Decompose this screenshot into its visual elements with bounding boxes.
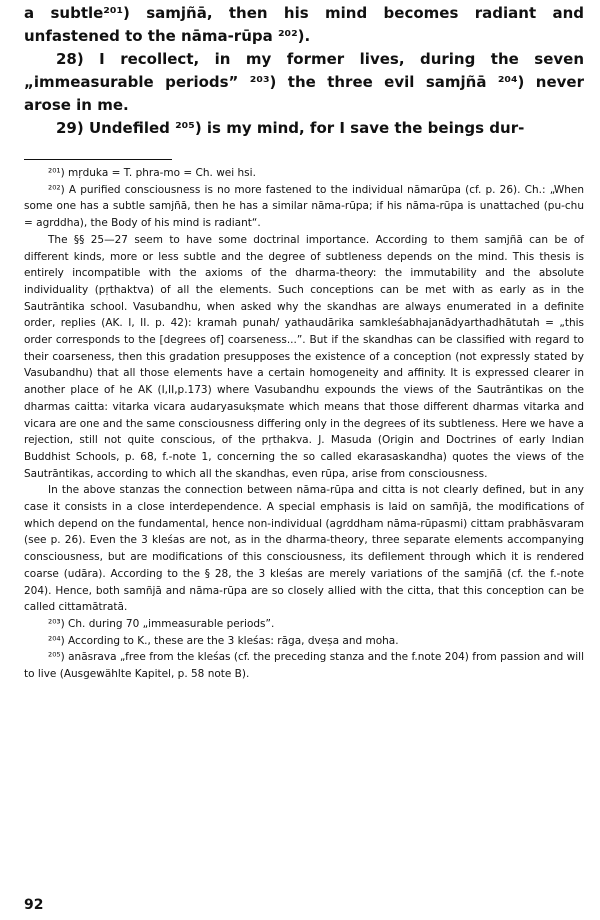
footnotes bbox=[24, 165, 584, 683]
footnote-201: ²⁰¹) mṛduka = T. phra-mo = Ch. wei hsi. bbox=[48, 167, 256, 179]
page bbox=[24, 0, 584, 920]
footnote-202: ²⁰²) A purified consciousness is no more fastened to the individual nāmarūpa (cf. p. 26). Ch.: „When some one has a subtle samjñā, then he has a similar nāma-rūpa; if his nāma-rūpa is unattached (pu-chu = agrddha), the Body of his mind is radiant“. bbox=[24, 183, 584, 230]
footnote-divider bbox=[24, 159, 172, 160]
main-text bbox=[24, 0, 584, 140]
footnote-203: ²⁰³) Ch. during 70 „immeasurable periods”. bbox=[48, 617, 275, 630]
main-paragraph: 29) Undefiled ²⁰⁵) is my mind, for I save the beings dur- bbox=[56, 119, 525, 137]
footnote-204: ²⁰⁴) According to K., these are the 3 kleśas: rāga, dveṣa and moha. bbox=[48, 634, 399, 647]
page-number: 92 bbox=[24, 897, 44, 913]
footnote-205: ²⁰⁵) anāsrava „free from the kleśas (cf. the preceding stanza and the f.note 204) from passion and will to live (Ausgewählte Kapitel, p. 58 note B). bbox=[24, 651, 584, 681]
footnote-202-paragraph: In the above stanzas the connection between nāma-rūpa and citta is not clearly defined, but in any case it consists in a close interdependence. A special emphasis is laid on samñjā, the modifications of which depend on the fundamental, hence non-individual (agrddham nāma-rūpasmi) cittam prabhāsvaram (see p. 26). Even the 3 kleśas are not, as in the dharma-theory, three separate elements accompanying consciousness, but are modifications of this consciousness, its defilement through which it is rendered coarse (udāra). According to the § 28, the 3 kleśas are merely variations of the samjñā (cf. the f.-note 204). Hence, both samñjā and nāma-rūpa are so closely allied with the citta, that this conception can be called cittamātratā. bbox=[24, 484, 584, 614]
main-paragraph: a subtle²⁰¹) samjñā, then his mind becomes radiant and unfastened to the nāma-rūpa ²⁰²). bbox=[24, 4, 584, 45]
footnote-202-paragraph: The §§ 25—27 seem to have some doctrinal importance. According to them samjñā can be of different kinds, more or less subtle and the degree of subtleness depends on the mind. This thesis is entirely incompatible with the axioms of the dharma-theory: the immutability and the absolute individuality (pṛthaktva) of all the elements. Such conceptions can be met with as early as in the Sautrāntika school. Vasubandhu, when asked why the skandhas are always enumerated in a definite order, replies (AK. I, II. p. 42): kramah punah/ yathaudārika samkleśabhajanādyarthadhātutah = „this order corresponds to the [degrees of] coarseness...”. But if the skandhas can be classified with regard to their coarseness, then this gradation presupposes the existence of a conception (not expressly stated by Vasubandhu) that all those elements have a certain homogeneity and affinity. It is expressed clearer in another place of he AK (I,II,p.173) where Vasubandhu expounds the views of the Sautrāntikas on the dharmas caitta: vitarka vicara audaryasukṣmate which means that those different dharmas vitarka and vicara are one and the same consciousness differing only in the degrees of its subtleness. Here we have a rejection, still not quite conscious, of the pṛthakva. J. Masuda (Origin and Doctrines of early Indian Buddhist Schools, p. 68, f.-note 1, concerning the so called ekarasaskandha) quotes the views of the Sautrāntikas, according to which all the skandhas, even rūpa, arise from consciousness. bbox=[24, 233, 584, 480]
main-paragraph: 28) I recollect, in my former lives, during the seven „immeasurable periods” ²⁰³) the three evil samjñā ²⁰⁴) never arose in me. bbox=[24, 50, 584, 114]
